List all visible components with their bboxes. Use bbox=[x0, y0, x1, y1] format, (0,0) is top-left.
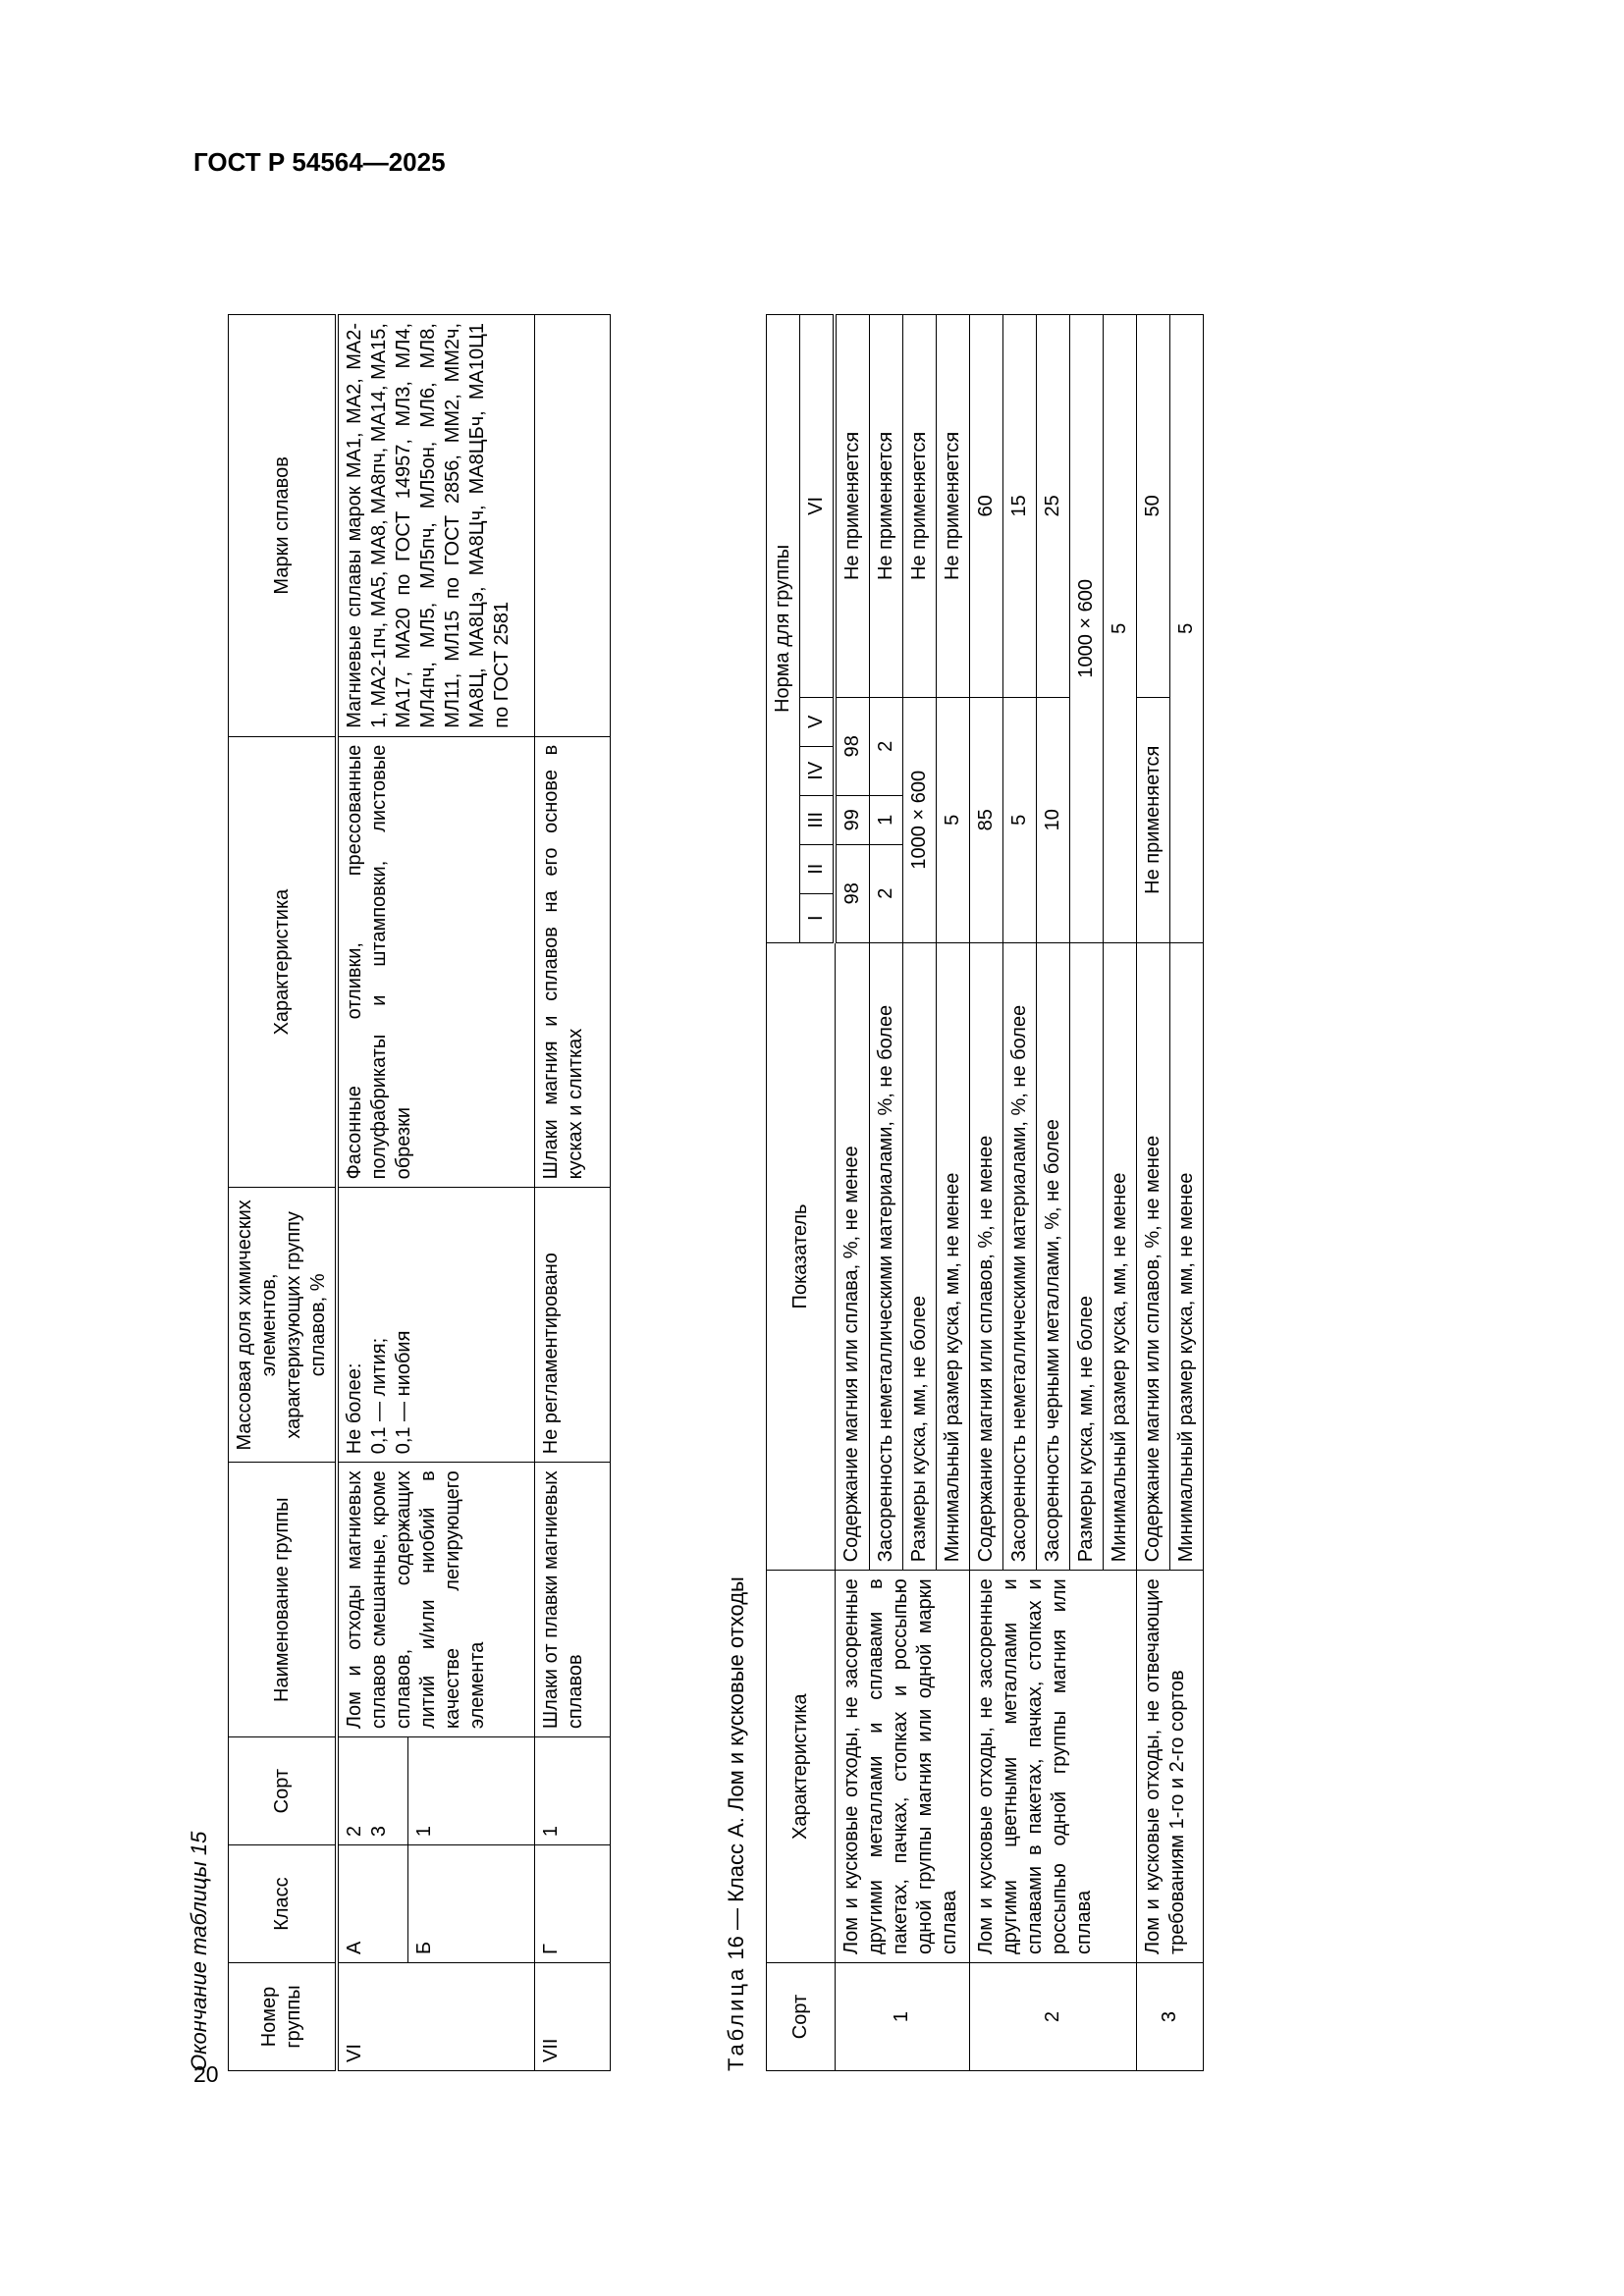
indicator-cell: Минимальный размер куска, мм, не менее bbox=[1170, 942, 1204, 1571]
value-cell: 98 bbox=[835, 697, 870, 795]
indicator-cell: Засоренность неметаллическими материалами, %, не более bbox=[870, 942, 903, 1571]
value-cell: 99 bbox=[835, 795, 870, 844]
mass-fraction-cell: Не регламентировано bbox=[535, 1188, 611, 1463]
table-row bbox=[535, 315, 611, 2071]
page-number: 20 bbox=[193, 2061, 219, 2087]
value-cell: 10 bbox=[1037, 697, 1070, 942]
group-number-cell: VI bbox=[337, 1963, 535, 2071]
characteristic-cell: Лом и кусковые отходы, не засоренные другими металлами и сплавами в пакетах, пачках, стопках и россыпью одной группы магния или одной марки сплава bbox=[835, 1571, 970, 1963]
col-header-characteristic: Характеристика bbox=[229, 736, 338, 1188]
table-continuation-caption: Окончание таблицы 15 bbox=[187, 1831, 211, 2071]
value-cell: 98 bbox=[835, 844, 870, 942]
indicator-cell: Минимальный размер куска, мм, не менее bbox=[937, 942, 970, 1571]
table-row bbox=[337, 315, 408, 2071]
value-cell: 1 bbox=[870, 795, 903, 844]
rotated-page-content bbox=[187, 304, 1414, 2071]
col-header-norm: Норма для группы bbox=[767, 315, 800, 943]
characteristic-cell: Лом и кусковые отходы, не отвечающие требованиям 1-го и 2-го сортов bbox=[1137, 1571, 1204, 1963]
table-15 bbox=[228, 314, 611, 2071]
col-header-sort: Сорт bbox=[767, 1963, 836, 2071]
col-header-group-iii: III bbox=[800, 795, 836, 844]
col-header-group-name: Наименование группы bbox=[229, 1463, 338, 1737]
indicator-cell: Содержание магния или сплавов, %, не менее bbox=[1137, 942, 1170, 1571]
value-cell: 50 bbox=[1137, 315, 1170, 698]
class-cell: А bbox=[337, 1845, 408, 1963]
value-cell: 5 bbox=[937, 697, 970, 942]
col-header-alloy-grades: Марки сплавов bbox=[229, 315, 338, 737]
value-cell: Не применяется bbox=[937, 315, 970, 698]
value-cell: 5 bbox=[1170, 315, 1204, 943]
value-cell: 1000 × 600 bbox=[903, 697, 937, 942]
col-header-group-vi: VI bbox=[800, 315, 836, 698]
document-header: ГОСТ Р 54564—2025 bbox=[193, 147, 446, 177]
col-header-group-number: Номер группы bbox=[229, 1963, 338, 2071]
alloy-grades-cell bbox=[535, 315, 611, 737]
value-cell: 2 bbox=[870, 697, 903, 795]
table-row bbox=[970, 315, 1003, 2071]
table-16 bbox=[766, 314, 1204, 2071]
col-header-class: Класс bbox=[229, 1845, 338, 1963]
indicator-cell: Минимальный размер куска, мм, не менее bbox=[1104, 942, 1137, 1571]
value-cell: 5 bbox=[1104, 315, 1137, 943]
indicator-cell: Засоренность черными металлами, %, не более bbox=[1037, 942, 1070, 1571]
sort-cell: 1 bbox=[535, 1737, 611, 1845]
col-header-group-i: I bbox=[800, 893, 836, 942]
sort-cell: 3 bbox=[1137, 1963, 1204, 2071]
value-cell: 2 bbox=[870, 844, 903, 942]
group-name-cell: Шлаки от плавки магниевых сплавов bbox=[535, 1463, 611, 1737]
value-cell: Не применяется bbox=[870, 315, 903, 698]
col-header-sort: Сорт bbox=[229, 1737, 338, 1845]
value-cell: Не применяется bbox=[903, 315, 937, 698]
indicator-cell: Засоренность неметаллическими материалами, %, не более bbox=[1003, 942, 1037, 1571]
value-cell: 85 bbox=[970, 697, 1003, 942]
characteristic-cell: Фасонные отливки, прессованные полуфабрикаты и штамповки, листовые обрезки bbox=[337, 736, 535, 1188]
class-cell: Г bbox=[535, 1845, 611, 1963]
table-16-title-text: 16 — Класс А. Лом и кусковые отходы bbox=[724, 1576, 748, 1966]
group-number-cell: VII bbox=[535, 1963, 611, 2071]
indicator-cell: Содержание магния или сплава, %, не менее bbox=[835, 942, 870, 1571]
col-header-characteristic: Характеристика bbox=[767, 1571, 836, 1963]
sort-cell: 1 bbox=[408, 1737, 535, 1845]
group-name-cell: Лом и отходы магниевых сплавов смешанные, кроме сплавов, содержащих литий и/или ниобий в качестве легирующего элемента bbox=[337, 1463, 535, 1737]
characteristic-cell: Шлаки магния и сплавов на его основе в кусках и слитках bbox=[535, 736, 611, 1188]
sort-cell: 1 bbox=[835, 1963, 970, 2071]
characteristic-cell: Лом и кусковые отходы, не засоренные другими цветными металлами и сплавами в пакетах, пачках, стопках и россыпью одной группы магния или сплава bbox=[970, 1571, 1137, 1963]
indicator-cell: Содержание магния или сплавов, %, не менее bbox=[970, 942, 1003, 1571]
alloy-grades-cell: Магниевые сплавы марок МА1, МА2, МА2-1, МА2-1пч, МА5, МА8, МА8пч, МА14, МА15, МА17, МА20 по ГОСТ 14957, МЛ3, МЛ4, МЛ4пч, МЛ5, МЛ5пч, МЛ5он, МЛ6, МЛ8, МЛ11, МЛ15 по ГОСТ 2856, ММ2, ММ2ч, МА8Ц, МА8Цэ, МА8Цч, МА8ЦБч, МА10Ц1 по ГОСТ 2581 bbox=[337, 315, 535, 737]
indicator-cell: Размеры куска, мм, не более bbox=[1070, 942, 1104, 1571]
value-cell: 25 bbox=[1037, 315, 1070, 698]
col-header-indicator: Показатель bbox=[767, 942, 836, 1571]
value-cell: 15 bbox=[1003, 315, 1037, 698]
value-cell: 1000 × 600 bbox=[1070, 315, 1104, 943]
col-header-group-v: V bbox=[800, 697, 836, 746]
col-header-mass-fraction: Массовая доля химических элементов, характеризующих группу сплавов, % bbox=[229, 1188, 338, 1463]
table-row bbox=[835, 315, 870, 2071]
value-cell: Не применяется bbox=[835, 315, 870, 698]
value-cell: 60 bbox=[970, 315, 1003, 698]
mass-fraction-cell: Не более: 0,1 — лития; 0,1 — ниобия bbox=[337, 1188, 535, 1463]
table-16-title-prefix: Таблица bbox=[724, 1965, 748, 2071]
sort-cell: 2 3 bbox=[337, 1737, 408, 1845]
col-header-group-iv: IV bbox=[800, 746, 836, 795]
indicator-cell: Размеры куска, мм, не более bbox=[903, 942, 937, 1571]
table-row bbox=[1137, 315, 1170, 2071]
value-cell: 5 bbox=[1003, 697, 1037, 942]
table-16-title bbox=[724, 1576, 749, 2071]
value-cell: Не применяется bbox=[1137, 697, 1170, 942]
col-header-group-ii: II bbox=[800, 844, 836, 893]
class-cell: Б bbox=[408, 1845, 535, 1963]
sort-cell: 2 bbox=[970, 1963, 1137, 2071]
